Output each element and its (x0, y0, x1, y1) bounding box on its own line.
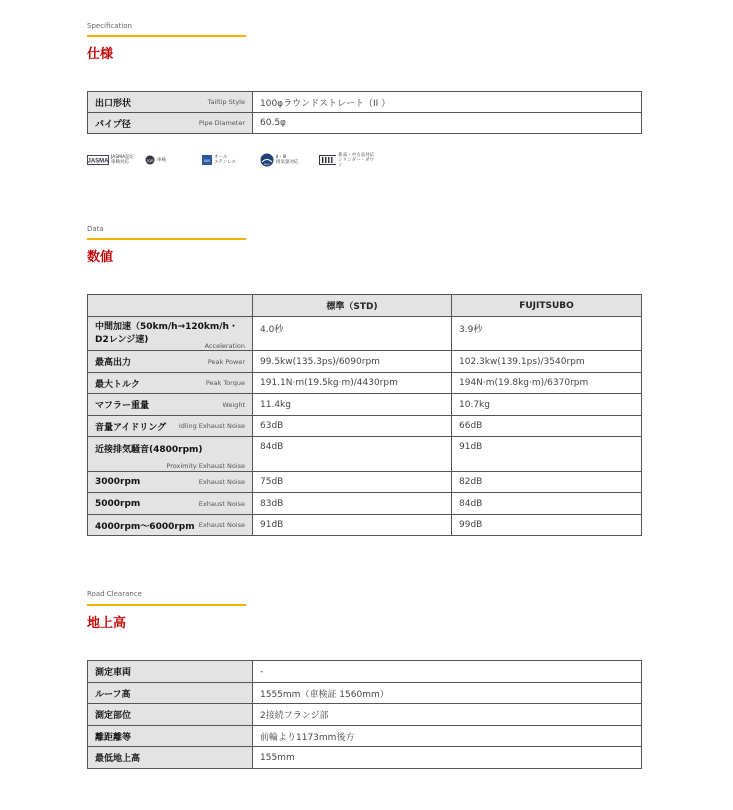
data-fujitsubo-value: 3.9秒 (452, 317, 642, 351)
clearance-value: 2接続フランジ部 (253, 704, 642, 726)
data-label-jp: 近接排気騒音(4800rpm) (95, 445, 203, 455)
data-label-en: Peak Power (207, 357, 245, 366)
data-row (88, 394, 642, 416)
clearance-row (88, 747, 642, 769)
clearance-value: 1555mm（車検証 1560mm） (253, 683, 642, 704)
cylinder-badge-icon (319, 155, 336, 165)
data-row (88, 416, 642, 437)
data-header-blank (88, 295, 253, 317)
data-row-label (88, 416, 253, 437)
clearance-value: - (253, 661, 642, 683)
clearance-label-jp: 測定部位 (95, 711, 132, 721)
svg-text:JQR: JQR (146, 158, 154, 163)
data-label-jp: 最大トルク (95, 379, 140, 390)
data-label-jp: 4000rpm〜6000rpm (95, 521, 195, 532)
data-fujitsubo-value: 99dB (452, 515, 642, 536)
data-std-value: 99.5kw(135.3ps)/6090rpm (253, 351, 452, 373)
svg-text:JASMA: JASMA (87, 158, 109, 165)
stainless-badge-icon (202, 155, 212, 165)
spec-label-en: Tailtip Style (207, 98, 245, 106)
jasma-badge-icon (87, 155, 109, 165)
logo-caption: 車検 (157, 157, 166, 163)
spec-value: 100φラウンドストレート（II ） (253, 92, 642, 113)
data-row-label (88, 317, 253, 351)
clearance-row-label (88, 661, 253, 683)
data-section-label: Data (87, 225, 104, 233)
data-row-label (88, 493, 253, 515)
spec-label-jp: パイプ径 (95, 119, 131, 130)
clearance-label-jp: 最低地上高 (95, 754, 141, 764)
data-row-label (88, 437, 253, 472)
data-fujitsubo-value: 194N·m(19.8kg·m)/6370rpm (452, 373, 642, 394)
data-row (88, 472, 642, 493)
spec-row-label (88, 113, 253, 134)
logo-caption: JASMA認定 (111, 155, 135, 160)
logo-caption: シリンダー・ダウン (338, 157, 375, 168)
data-label-en: Exhaust Noise (198, 521, 245, 529)
clearance-row (88, 704, 642, 726)
data-std-value: 4.0秒 (253, 317, 452, 351)
spec-table (87, 91, 642, 134)
data-label-en: Peak Torque (205, 379, 245, 387)
data-row-label (88, 472, 253, 493)
spec-row-tailtip (88, 92, 642, 113)
clearance-label-jp: 測定車両 (95, 668, 132, 678)
clearance-row-label (88, 747, 253, 769)
clearance-table (87, 660, 642, 769)
data-header-row (88, 295, 642, 317)
clearance-section-label: Road Clearance (87, 590, 142, 598)
spec-row-pipe (88, 113, 642, 134)
data-row (88, 317, 642, 351)
data-label-en: Exhaust Noise (198, 478, 245, 486)
displacement-logo (260, 150, 299, 170)
logo-caption: Ⅱ・Ⅲ (276, 155, 286, 160)
clearance-section-underline (87, 604, 246, 606)
clearance-value: 前輪より1173mm後方 (253, 726, 642, 747)
clearance-row-label (88, 726, 253, 747)
svg-text:Eco: Eco (264, 162, 270, 166)
spec-section-title: 仕様 (87, 47, 114, 62)
data-label-jp: 3000rpm (95, 477, 141, 487)
data-row (88, 373, 642, 394)
data-std-value: 91dB (253, 515, 452, 536)
certification-logos (87, 150, 377, 170)
data-row (88, 351, 642, 373)
clearance-label-jp: 離距離等 (95, 732, 132, 743)
data-fujitsubo-value: 82dB (452, 472, 642, 493)
spec-row-label (88, 92, 253, 113)
data-fujitsubo-value: 10.7kg (452, 394, 642, 416)
spec-value: 60.5φ (253, 113, 642, 134)
inspection-badge-icon (145, 155, 155, 165)
data-std-value: 84dB (253, 437, 452, 472)
data-row-label (88, 351, 253, 373)
data-header-std: 標準（STD) (253, 295, 452, 317)
data-label-jp: マフラー重量 (95, 401, 150, 411)
clearance-section-title: 地上高 (87, 616, 127, 631)
clearance-value: 155mm (253, 747, 642, 769)
data-label-en: Weight (222, 400, 245, 409)
data-label-jp: 中間加速（50km/h→120km/h・D2レンジ速) (95, 321, 238, 345)
data-row (88, 493, 642, 515)
data-header-fujitsubo: FUJITSUBO (452, 295, 642, 317)
data-row (88, 437, 642, 472)
data-row-label (88, 394, 253, 416)
data-label-en: Idling Exhaust Noise (178, 422, 245, 430)
logo-caption: 排気量対応 (276, 160, 299, 165)
data-section-underline (87, 238, 246, 240)
clearance-row (88, 661, 642, 683)
data-label-jp: 最高出力 (95, 358, 132, 368)
logo-caption: 新品・中古品対応 (338, 152, 375, 158)
data-row (88, 515, 642, 536)
data-fujitsubo-value: 91dB (452, 437, 642, 472)
spec-label-jp: 出口形状 (95, 98, 132, 109)
clearance-row-label (88, 704, 253, 726)
spec-label-en: Pipe Diameter (198, 119, 245, 127)
svg-text:SUS: SUS (203, 158, 211, 163)
data-fujitsubo-value: 102.3kw(139.1ps)/3540rpm (452, 351, 642, 373)
data-label-en: Exhaust Noise (198, 499, 245, 508)
data-std-value: 191.1N·m(19.5kg·m)/4430rpm (253, 373, 452, 394)
spec-section-underline (87, 35, 246, 37)
logo-caption: 車検対応 (111, 160, 129, 165)
data-std-value: 83dB (253, 493, 452, 515)
data-label-jp: 音量アイドリング (95, 422, 167, 433)
spec-section-label: Specification (87, 22, 132, 30)
inspection-logo (145, 150, 166, 170)
data-label-en: Proximity Exhaust Noise (166, 462, 245, 470)
logo-caption: ステンレス (214, 160, 236, 165)
cylinder-logo (319, 150, 377, 170)
data-row-label (88, 515, 253, 536)
displacement-badge-icon (260, 153, 274, 167)
data-row-label (88, 373, 253, 394)
clearance-label-jp: ルーフ高 (95, 689, 131, 700)
data-label-en: Acceleration (204, 341, 245, 350)
data-table (87, 294, 642, 536)
data-fujitsubo-value: 66dB (452, 416, 642, 437)
clearance-row-label (88, 683, 253, 704)
jasma-logo (87, 150, 134, 170)
data-std-value: 63dB (253, 416, 452, 437)
clearance-row (88, 726, 642, 747)
data-std-value: 75dB (253, 472, 452, 493)
data-section-title: 数値 (87, 250, 114, 265)
clearance-row (88, 683, 642, 704)
data-fujitsubo-value: 84dB (452, 493, 642, 515)
stainless-logo (202, 150, 236, 170)
data-label-jp: 5000rpm (95, 498, 141, 509)
data-std-value: 11.4kg (253, 394, 452, 416)
logo-caption: オール (214, 155, 228, 160)
